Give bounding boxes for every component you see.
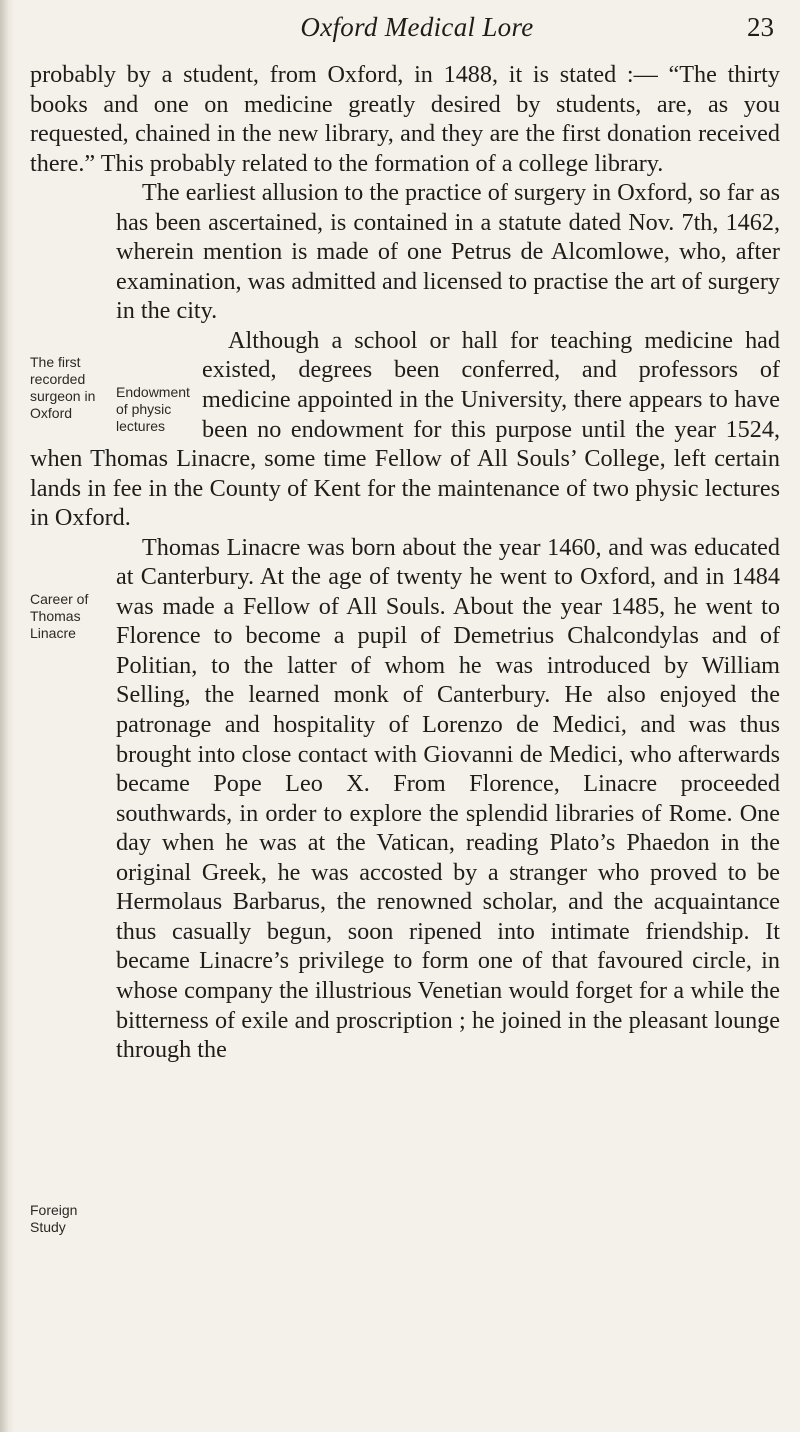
body-text <box>30 60 780 1236</box>
margin-note-first-surgeon: The first recorded surgeon in Oxford <box>30 354 96 422</box>
paragraph-3: Although a school or hall for teaching medicine had existed, degrees been conferred, and professors of medicine appointed in the University, there appears to have been no endowment for this purpose until the year 1524, when Thomas Linacre, some time Fellow of All Souls’ College, left certain lands in fee in the County of Kent for the maintenance of two physic lectures in Oxford. <box>30 326 780 532</box>
page-number: 23 <box>747 12 774 42</box>
running-title: Oxford Medical Lore <box>300 12 534 42</box>
page-binding-edge <box>0 0 14 1432</box>
margin-note-endowment: Endowment of physic lectures <box>116 383 190 434</box>
margin-note-foreign-study: Foreign Study <box>30 1201 78 1235</box>
margin-note-career: Career of Thomas Linacre <box>30 590 89 641</box>
paragraph-2: The earliest allusion to the practice of surgery in Oxford, so far as has been ascertained, is contained in a statute dated Nov. 7th, 1462, wherein mention is made of one Petrus de Alcomlowe, who, after examination, was admitted and licensed to practise the art of surgery in the city. <box>116 179 780 325</box>
page-header <box>60 12 774 48</box>
paragraph-1: probably by a student, from Oxford, in 1488, it is stated :— “The thirty books and one on medicine greatly desired by students, are, as you requested, chained in the new library, and they are the first donation received there.” This probably related to the formation of a college library. <box>30 61 780 177</box>
paragraph-4: Thomas Linacre was born about the year 1460, and was educated at Canterbury. At the age of twenty he went to Oxford, and in 1484 was made a Fellow of All Souls. About the year 1485, he went to Florence to become a pupil of Demetrius Chalcondylas and of Politian, to the latter of whom he was introduced by William Selling, the learned monk of Canterbury. He also enjoyed the patronage and hospitality of Lorenzo de Medici, and was thus brought into close contact with Giovanni de Medici, who afterwards became Pope Leo X. From Florence, Linacre proceeded southwards, in order to explore the splendid libraries of Rome. One day when he was at the Vatican, reading Plato’s Phaedon in the original Greek, he was accosted by a stranger who proved to be Hermolaus Barbarus, the renowned scholar, and the acquaintance thus casually begun, soon ripened into intimate friendship. It became Linacre’s privilege to form one of that favoured circle, in whose company the illustrious Venetian would forget for a while the bitterness of exile and proscription ; he joined in the pleasant lounge through the <box>116 533 780 1064</box>
